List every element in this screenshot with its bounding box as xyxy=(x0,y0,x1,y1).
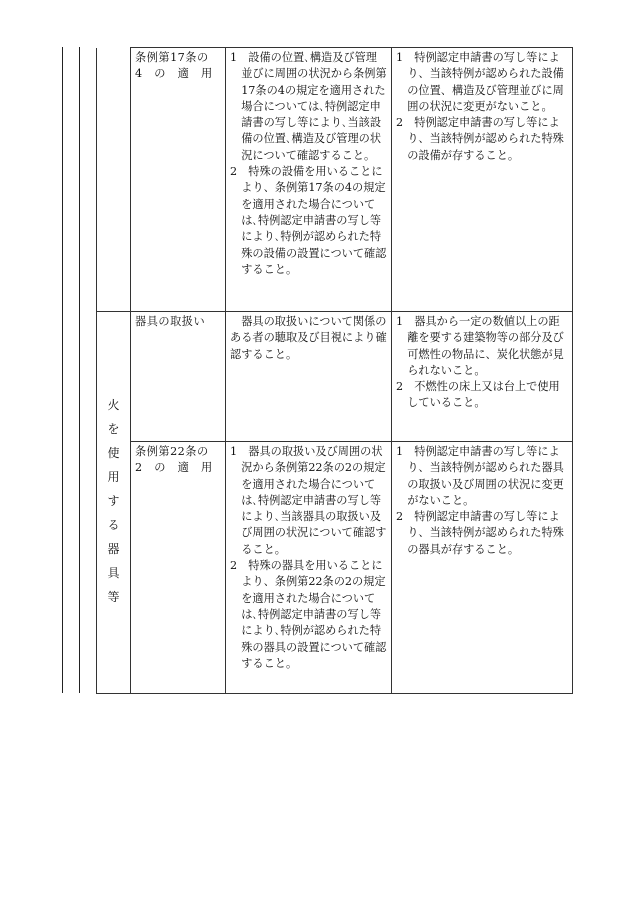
check-method-cell xyxy=(226,48,392,312)
check-item: 器具の取扱いについて関係のある者の聴取及び目視により確認すること。 xyxy=(230,315,387,361)
item-cell xyxy=(131,48,226,312)
table-row xyxy=(97,312,573,442)
item-name-line1: 条例第22条の xyxy=(135,445,209,458)
item-name-line2: 4 の 適 用 xyxy=(135,67,213,81)
item-cell xyxy=(131,312,226,442)
judgment-cell xyxy=(392,442,573,694)
item-cell xyxy=(131,442,226,694)
judge-item: 1 特例認定申請書の写し等により、当該特例が認められた設備の位置、構造及び管理並びに周囲の状況に変更がないこと。 xyxy=(396,51,564,113)
check-method-cell xyxy=(226,312,392,442)
category-cell-empty xyxy=(97,48,131,312)
judgment-cell xyxy=(392,312,573,442)
item-name-line1: 条例第17条の xyxy=(135,51,209,64)
inspection-table xyxy=(96,47,573,694)
check-item: 2 特殊の器具を用いることにより、条例第22条の2の規定を適用された場合については､特例認定申請書の写し等により､特例が認められた特殊の器具の設置について確認すること。 xyxy=(230,559,387,670)
margin-line-left xyxy=(62,47,63,693)
check-item: 1 設備の位置､構造及び管理並びに周囲の状況から条例第17条の4の規定を適用された場合については､特例認定申請書の写し等により､当該設備の位置､構造及び管理の状況について確認すること。 xyxy=(230,51,387,162)
margin-line-inner xyxy=(79,47,80,693)
judge-item: 2 不燃性の床上又は台上で使用していること。 xyxy=(396,380,560,410)
judge-item: 2 特例認定申請書の写し等により、当該特例が認められた特殊の設備が存すること。 xyxy=(396,116,564,162)
item-name-line2: 2 の 適 用 xyxy=(135,461,213,475)
category-vertical-label: 火 を 使 用 す る 器 具 等 xyxy=(107,397,120,604)
category-cell xyxy=(97,312,131,694)
table-row xyxy=(97,442,573,694)
judge-item: 2 特例認定申請書の写し等により、当該特例が認められた特殊の器具が存すること。 xyxy=(396,510,564,556)
judge-item: 1 器具から一定の数値以上の距離を要する建築物等の部分及び可燃性の物品に、炭化状態が見られないこと。 xyxy=(396,315,564,377)
item-name-line1: 器具の取扱い xyxy=(135,315,206,328)
judgment-cell xyxy=(392,48,573,312)
check-item: 1 器具の取扱い及び周囲の状況から条例第22条の2の規定を適用された場合については､特例認定申請書の写し等により､当該器具の取扱い及び周囲の状況について確認すること。 xyxy=(230,445,387,556)
table-row xyxy=(97,48,573,312)
check-method-cell xyxy=(226,442,392,694)
judge-item: 1 特例認定申請書の写し等により、当該特例が認められた器具の取扱い及び周囲の状況に変更がないこと。 xyxy=(396,445,564,507)
check-item: 2 特殊の設備を用いることにより、条例第17条の4の規定を適用された場合については､特例認定申請書の写し等により､特例が認められた特殊の設備の設置について確認すること。 xyxy=(230,165,387,276)
